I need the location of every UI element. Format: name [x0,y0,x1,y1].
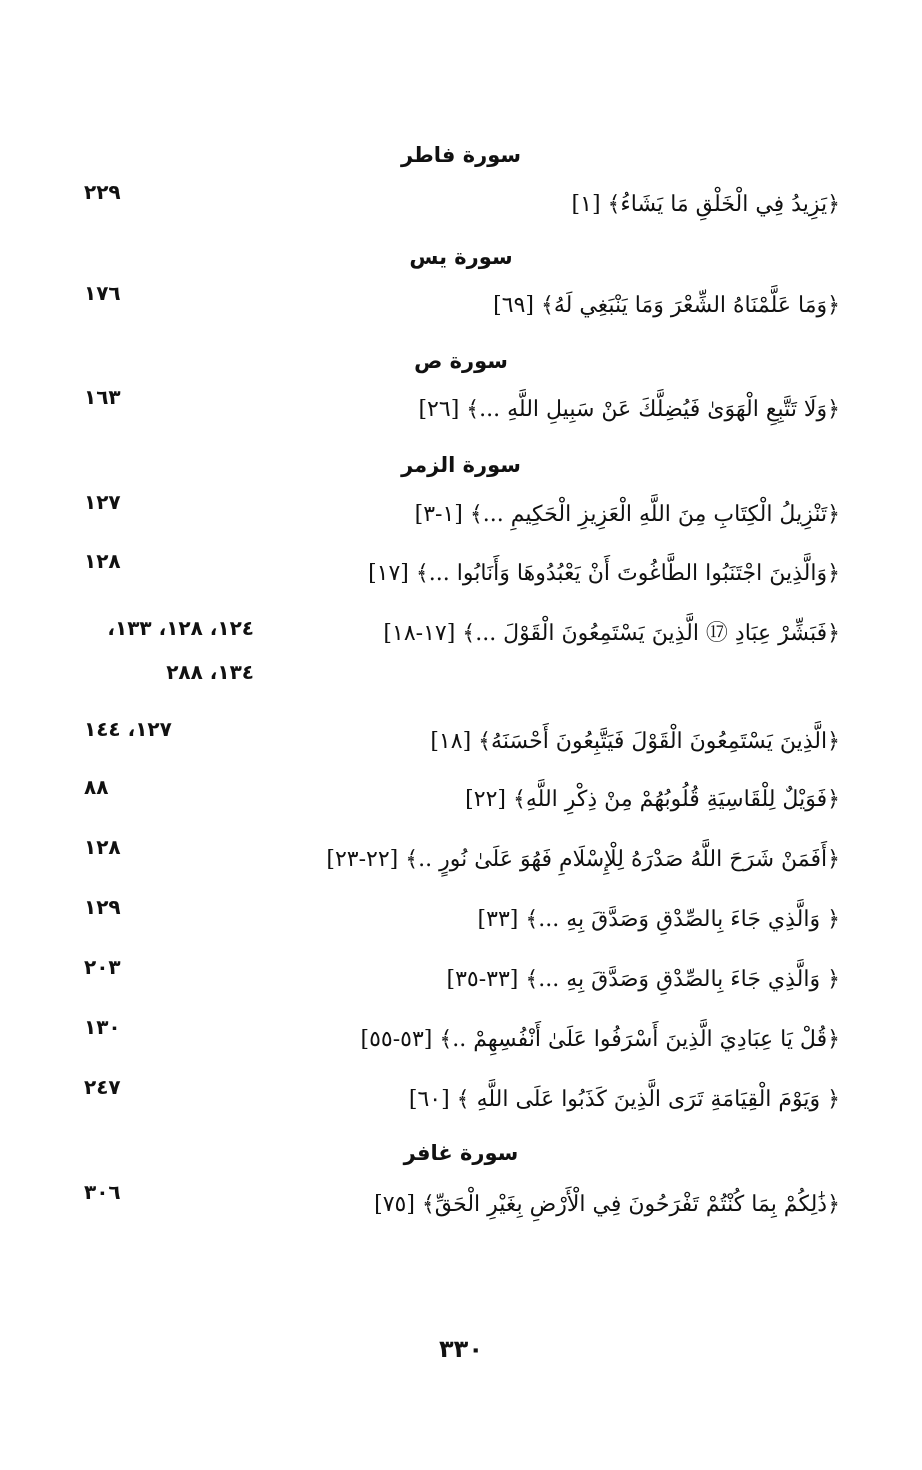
verse-entry [0,895,922,940]
verse-entry [0,1015,922,1060]
page-references: ١٦٣ [84,385,121,409]
page-references: ١٢٤، ١٢٨، ١٣٣، ١٣٤، ٢٨٨ [107,616,254,684]
page-references: ١٣٠ [84,1015,121,1039]
page-number: ٣٣٠ [439,1335,483,1363]
verse-entry [0,614,922,684]
verse-entry [0,775,922,820]
page-references: ١٢٧، ١٤٤ [84,717,172,741]
verse-text: ﴿الَّذِينَ يَسْتَمِعُونَ الْقَوْلَ فَيَتَّبِعُونَ أَحْسَنَهُ﴾ [١٨] [430,729,840,754]
surah-heading-yasin: سورة يس [409,245,513,269]
verse-text: ﴿وَلَا تَتَّبِعِ الْهَوَىٰ فَيُضِلَّكَ عَنْ سَبِيلِ اللَّهِ ...﴾ [٢٦] [418,397,840,422]
verse-entry [0,549,922,594]
verse-text: ﴿ وَيَوْمَ الْقِيَامَةِ تَرَى الَّذِينَ كَذَبُوا عَلَى اللَّهِ ﴾ [٦٠] [408,1087,840,1112]
page-references: ١٢٨ [84,835,121,859]
page-references: ١٢٧ [84,490,121,514]
page-references: ٢٠٣ [84,955,121,979]
verse-entry [0,180,922,225]
verse-entry [0,1075,922,1120]
verse-entry [0,385,922,430]
verse-text: ﴿وَمَا عَلَّمْنَاهُ الشِّعْرَ وَمَا يَنْبَغِي لَهُ﴾ [٦٩] [493,293,840,318]
page-references: ١٢٩ [84,895,121,919]
verse-text: ﴿يَزِيدُ فِي الْخَلْقِ مَا يَشَاءُ﴾ [١] [571,192,840,217]
verse-text: ﴿قُلْ يَا عِبَادِيَ الَّذِينَ أَسْرَفُوا عَلَىٰ أَنْفُسِهِمْ ..﴾ [٥٣-٥٥] [360,1027,840,1052]
verse-entry [0,955,922,1000]
surah-heading-ghafir: سورة غافر [403,1141,519,1165]
verse-text: ﴿أَفَمَنْ شَرَحَ اللَّهُ صَدْرَهُ لِلْإِسْلَامِ فَهُوَ عَلَىٰ نُورٍ ..﴾ [٢٢-٢٣] [326,847,840,872]
page-references: ٢٤٧ [84,1075,121,1099]
verse-text: ﴿تَنْزِيلُ الْكِتَابِ مِنَ اللَّهِ الْعَزِيزِ الْحَكِيمِ ...﴾ [١-٣] [414,502,840,527]
verse-entry [0,835,922,880]
page-references: ١٢٨ [84,549,121,573]
surah-heading-zumar: سورة الزمر [401,453,521,477]
verse-text: ﴿فَبَشِّرْ عِبَادِ ⑰ الَّذِينَ يَسْتَمِعُونَ الْقَوْلَ ...﴾ [١٧-١٨] [383,621,840,646]
page-references: ٢٢٩ [84,180,121,204]
verse-entry [0,1180,922,1225]
verse-text: ﴿ وَالَّذِي جَاءَ بِالصِّدْقِ وَصَدَّقَ بِهِ ...﴾ [٣٣-٣٥] [446,967,840,992]
surah-heading-sad: سورة ص [414,349,508,373]
verse-entry [0,490,922,535]
verse-entry [0,717,922,762]
page-references: ١٧٦ [84,281,121,305]
verse-text: ﴿وَالَّذِينَ اجْتَنَبُوا الطَّاغُوتَ أَنْ يَعْبُدُوهَا وَأَنَابُوا ...﴾ [١٧] [368,561,840,586]
verse-text: ﴿فَوَيْلٌ لِلْقَاسِيَةِ قُلُوبُهُمْ مِنْ ذِكْرِ اللَّهِ﴾ [٢٢] [465,787,840,812]
verse-text: ﴿ وَالَّذِي جَاءَ بِالصِّدْقِ وَصَدَّقَ بِهِ ...﴾ [٣٣] [477,907,840,932]
verse-entry [0,281,922,326]
verse-text: ﴿ذَٰلِكُمْ بِمَا كُنْتُمْ تَفْرَحُونَ فِي الْأَرْضِ بِغَيْرِ الْحَقِّ﴾ [٧٥] [374,1192,840,1217]
page-references: ٣٠٦ [84,1180,121,1204]
page-references: ٨٨ [84,775,109,799]
surah-heading-fatir: سورة فاطر [400,143,522,167]
